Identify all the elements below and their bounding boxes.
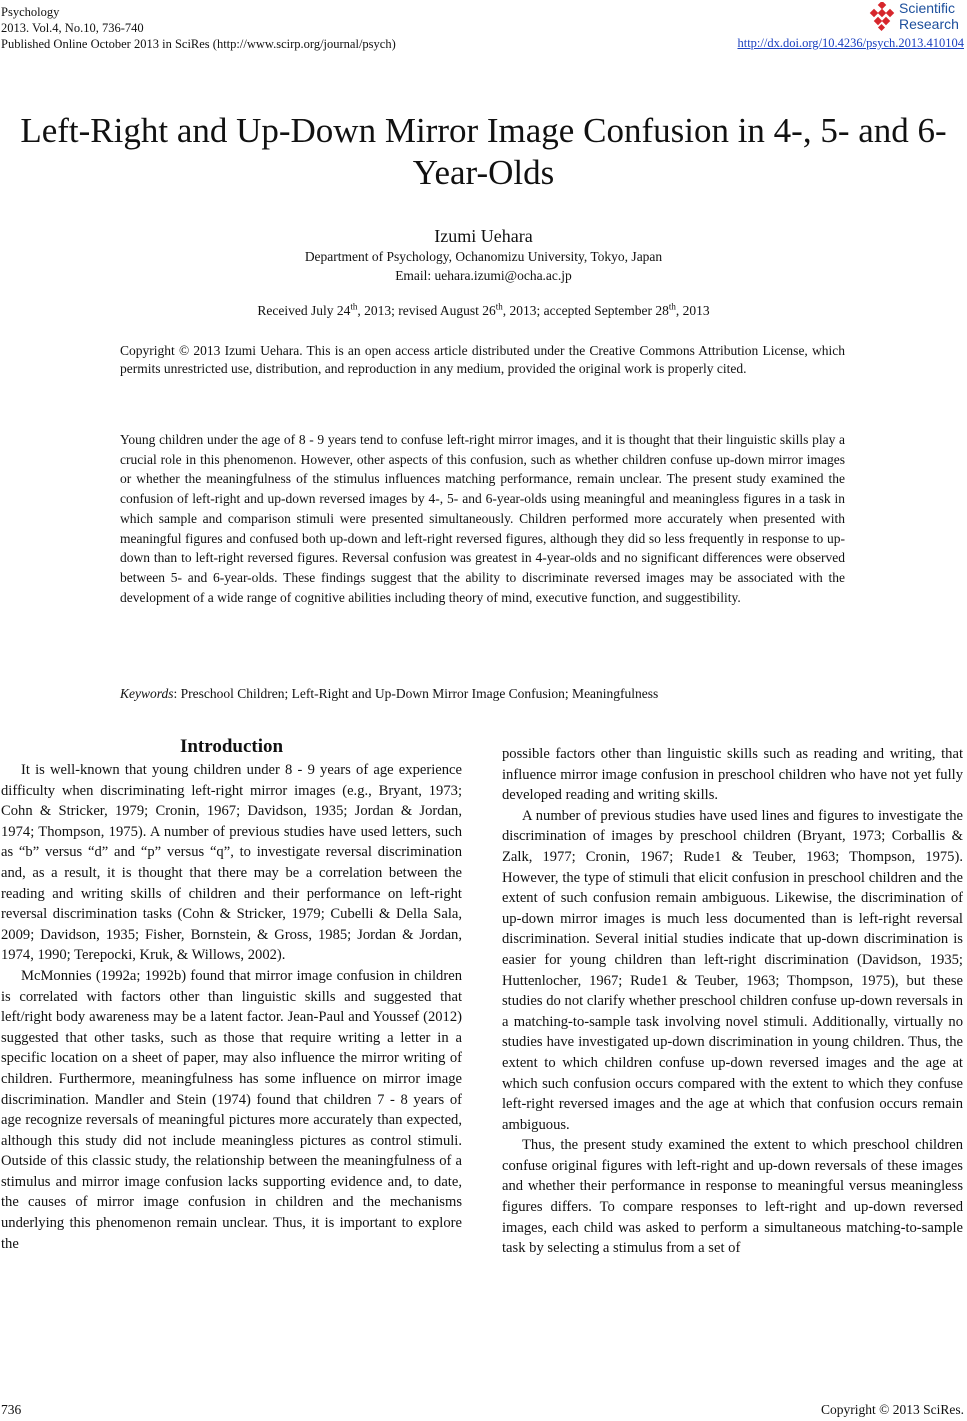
paragraph: Thus, the present study examined the extent to which preschool children confuse original figures with left-right and up-down reversals of these images and whether their performance in response to meaningful versus meaningless figures differs. To compare responses to left-right and up-down reversed images, each child was asked to perform a simultaneous matching-to-sample task by selecting a stimulus from a set of [502, 1137, 963, 1257]
paragraph: McMonnies (1992a; 1992b) found that mirror image confusion in children is correlated with factors other than linguistic skills and suggested that left/right body awareness may be a latent factor. Jean-Paul and Youssef (2012) suggested that other tasks, such as those that require writing a letter in a specific location on a sheet of paper, may also influence the mirror writing of children. Furthermore, meaningfulness has some influence on mirror image discrimination. Mandler and Stein (1974) found that children 7 - 8 years of age recognize reversals of meaningful pictures more accurately than expected, although this study did not include meaningless pictures as control stimuli. Outside of this classic study, the relationship between the meaningfulness of a stimulus and mirror image confusion lacks supporting evidence and, to date, the causes of mirror image confusion in children and the mechanisms underlying this phenomenon remain unclear. Thus, it is important to explore the [1, 967, 462, 1252]
journal-header [1, 4, 396, 52]
logo-line-2: Research [899, 16, 959, 32]
author-affiliation: Department of Psychology, Ochanomizu University, Tokyo, Japan [304, 249, 663, 264]
keywords-list: : Preschool Children; Left-Right and Up-Down Mirror Image Confusion; Meaningfulness [173, 686, 659, 701]
left-column [1, 760, 462, 1254]
keywords [120, 686, 658, 702]
paragraph: possible factors other than linguistic skills such as reading and writing, that influence mirror image confusion in preschool children who have not yet fully developed reading and writing skills. [502, 746, 963, 804]
paragraph: It is well-known that young children under 8 - 9 years of age experience difficulty when discriminating left-right mirror images (e.g., Bryant, 1973; Cohn & Stricker, 1979; Cronin, 1967; Davidson, 1935; Jordan & Jordan, 1974; Thompson, 1975). A number of previous studies have used letters, such as “b” versus “d” and “p” versus “q”, to investigate reversal discrimination and, as a result, it is thought that there may be a correlation between the reading and writing skills of children and their performance on left-right reversal discrimination tasks (Cohn & Stricker, 1979; Cubelli & Della Sala, 2009; Davidson, 1935; Fisher, Bornstein, & Gross, 1985; Jordan & Jordan, 1974, 1990; Terepocki, Kruk, & Willows, 2002). [1, 762, 462, 964]
section-heading-introduction: Introduction [179, 736, 284, 757]
ordinal-suffix: th [668, 301, 676, 312]
accepted-date: , 2013; accepted September 28 [502, 303, 669, 318]
footer-copyright: Copyright © 2013 SciRes. [820, 1402, 964, 1417]
publication-info: Published Online October 2013 in SciRes (http://www.scirp.org/journal/psych) [1, 37, 396, 51]
page-number: 736 [1, 1402, 22, 1417]
paper-title: Left-Right and Up-Down Mirror Image Confusion in 4-, 5- and 6-Year-Olds [20, 111, 947, 192]
right-column [502, 744, 963, 1259]
author-email: Email: uehara.izumi@ocha.ac.jp [395, 268, 572, 283]
logo-line-1: Scientific [899, 0, 956, 16]
logo-icon [867, 2, 897, 32]
scientific-research-logo [867, 0, 967, 36]
year: , 2013 [675, 303, 710, 318]
ordinal-suffix: th [350, 301, 358, 312]
doi-link[interactable]: http://dx.doi.org/10.4236/psych.2013.410104 [737, 36, 964, 50]
copyright-notice: Copyright © 2013 Izumi Uehara. This is an open access article distributed under the Creative Commons Attribution License, which permits unrestricted use, distribution, and reproduction in any medium, provided the original work is properly cited. [120, 343, 845, 376]
journal-name: Psychology [1, 5, 60, 19]
author-name: Izumi Uehara [434, 226, 533, 246]
journal-volume: 2013. Vol.4, No.10, 736-740 [1, 21, 144, 35]
received-date: Received July 24 [257, 303, 351, 318]
received-dates [0, 303, 967, 319]
revised-date: , 2013; revised August 26 [357, 303, 496, 318]
keywords-label: Keywords [120, 686, 174, 701]
paragraph: A number of previous studies have used lines and figures to investigate the discrimination of images by preschool children (Bryant, 1973; Corballis & Zalk, 1977; Cronin, 1967; Rude1 & Teuber, 1963; Thompson, 1975). However, the type of stimuli that elicit confusion in preschool children and the extent of such confusion remain ambiguous. Likewise, the discrimination of up-down mirror images is much less documented than is left-right reversal discrimination. Several initial studies indicate that up-down discrimination is easier for young children than left-right discrimination (Davidson, 1935; Huttenlocher, 1967; Rude1 & Teuber, 1963; Thompson, 1975), but these studies do not clarify whether preschool children confuse up-down reversals in a matching-to-sample task involving novel stimuli. Additionally, virtually no studies have investigated up-down discrimination in young children. Thus, the extent to which children confuse up-down reversed images and the age at which such confusion occurs compared with the extent to which they confuse left-right reversed images and the age at which that confusion occurs remain ambiguous. [502, 807, 963, 1133]
ordinal-suffix: th [495, 301, 503, 312]
abstract: Young children under the age of 8 - 9 years tend to confuse left-right mirror images, and it is thought that their linguistic skills play a crucial role in this phenomenon. However, other aspects of this confusion, such as whether children confuse up-down mirror images or whether the meaningfulness of the stimulus influences matching performance, remain unclear. The present study examined the confusion of left-right and up-down reversed images by 4-, 5- and 6-year-olds using meaningful and meaningless figures in a task in which sample and comparison stimuli were presented simultaneously. Children performed more accurately when presented with meaningful figures and confused both up-down and left-right reversed figures, although they did so less frequently in response to up-down than to left-right reversed figures. Reversal confusion was greatest in 4-year-olds and no significant differences were observed between 5- and 6-year-olds. These findings suggest that the ability to discriminate reversed images may be associated with the development of a wide range of cognitive abilities including theory of mind, executive function, and suggestibility. [120, 432, 845, 605]
